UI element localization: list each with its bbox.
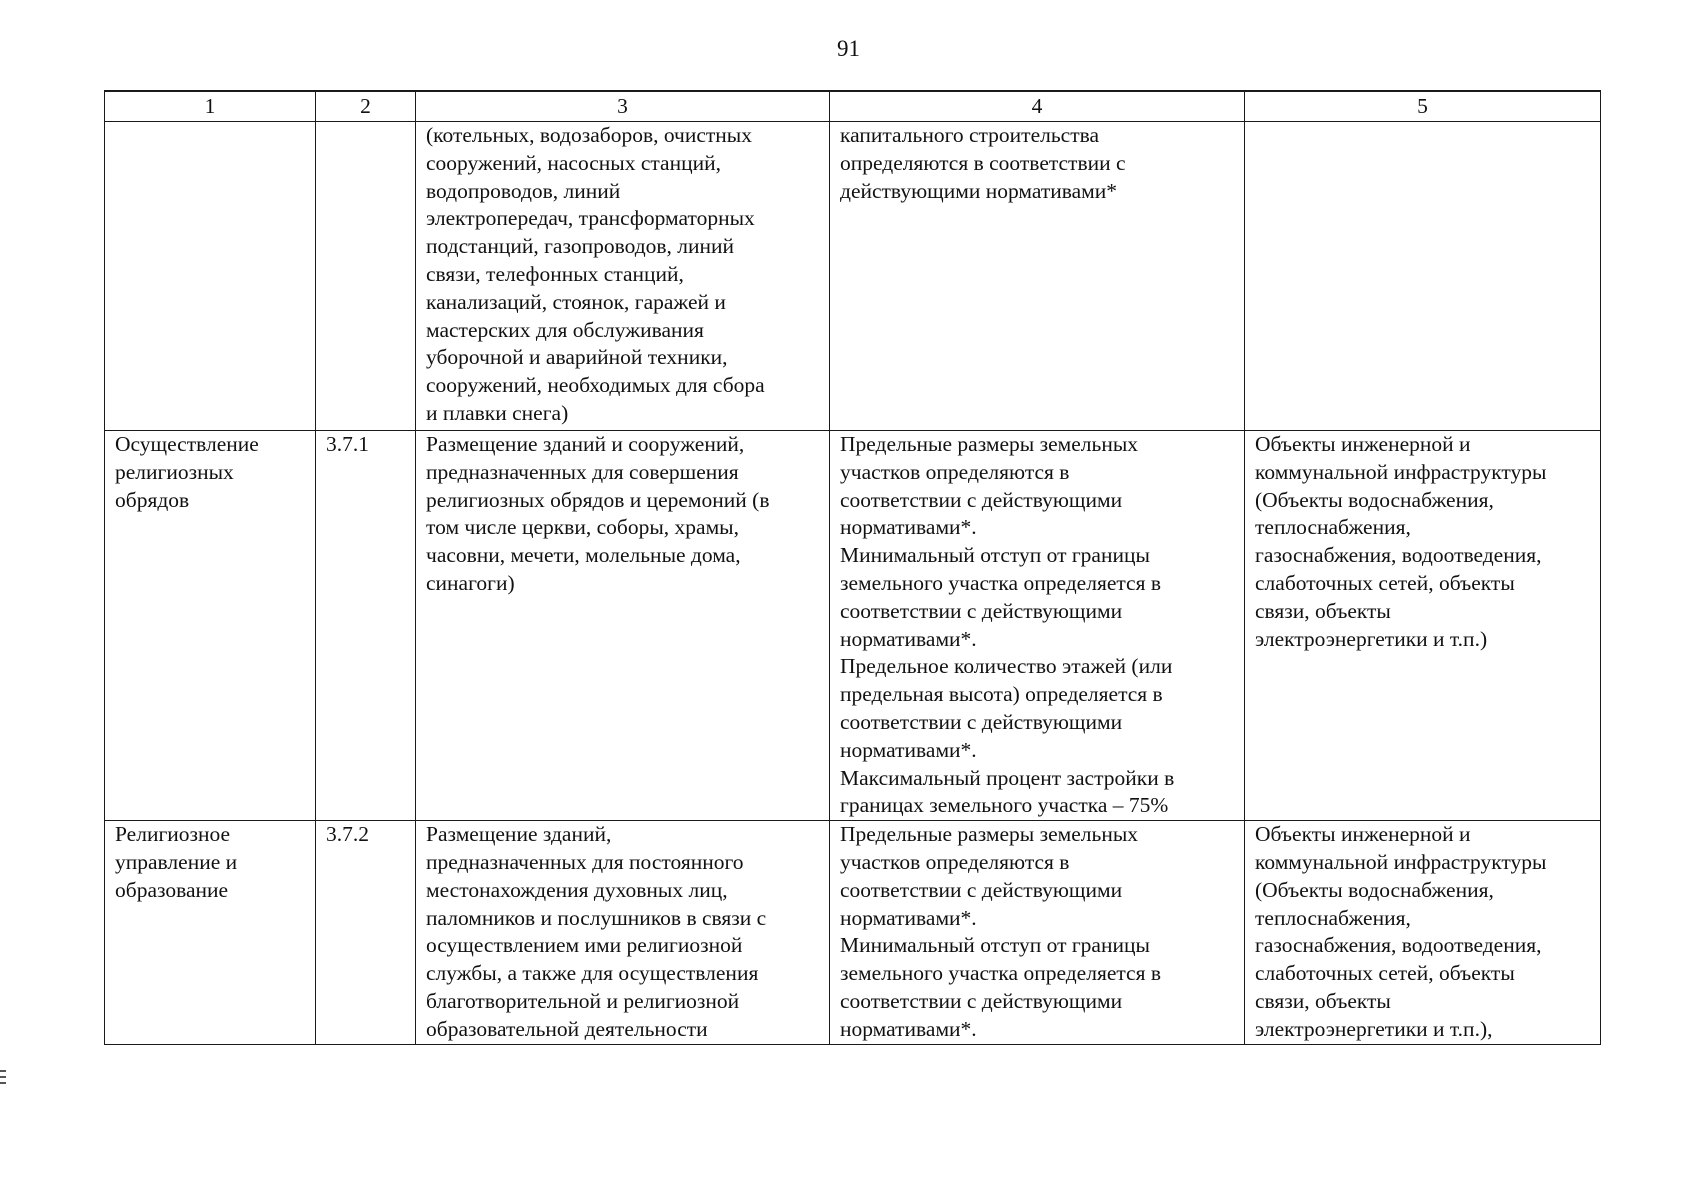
use-type-code: 3.7.1 [316, 431, 416, 821]
column-number-2: 2 [316, 91, 416, 122]
table-row [105, 122, 1601, 431]
use-type-description: Размещение зданий и сооружений, предназначенных для совершения религиозных обрядов и церемоний (в том числе церкви, соборы, храмы, часовни, мечети, молельные дома, синагоги) [416, 431, 830, 821]
table-row [105, 821, 1601, 1044]
column-number-1: 1 [105, 91, 316, 122]
use-type-name: Осуществление религиозных обрядов [105, 431, 316, 821]
use-type-objects: Объекты инженерной и коммунальной инфраструктуры (Объекты водоснабжения, теплоснабжения, газоснабжения, водоотведения, слаботочных сетей, объекты связи, объекты электроэнергетики и т.п.) [1245, 431, 1601, 821]
table-header-row [105, 91, 1601, 122]
use-type-code [316, 122, 416, 431]
use-type-description: Размещение зданий, предназначенных для постоянного местонахождения духовных лиц, паломников и послушников в связи с осуществлением ими религиозной службы, а также для осуществления благотворительной и религиозной образовательной деятельности [416, 821, 830, 1044]
column-number-3: 3 [416, 91, 830, 122]
use-type-name [105, 122, 316, 431]
use-type-parameters: капитального строительства определяются в соответствии с действующими нормативами* [830, 122, 1245, 431]
use-type-name: Религиозное управление и образование [105, 821, 316, 1044]
use-type-code: 3.7.2 [316, 821, 416, 1044]
use-type-objects: Объекты инженерной и коммунальной инфраструктуры (Объекты водоснабжения, теплоснабжения, газоснабжения, водоотведения, слаботочных сетей, объекты связи, объекты электроэнергетики и т.п.), [1245, 821, 1601, 1044]
use-type-description: (котельных, водозаборов, очистных сооружений, насосных станций, водопроводов, линий электропередач, трансформаторных подстанций, газопроводов, линий связи, телефонных станций, канализаций, стоянок, гаражей и мастерских для обслуживания уборочной и аварийной техники, сооружений, необходимых для сбора и плавки снега) [416, 122, 830, 431]
page-number: 91 [837, 36, 860, 61]
use-type-parameters: Предельные размеры земельных участков определяются в соответствии с действующими нормативами*. Минимальный отступ от границы земельного участка определяется в соответствии с действующими нормативами*. [830, 821, 1245, 1044]
scan-margin-marks [0, 1070, 6, 1090]
land-use-table [104, 90, 1601, 1045]
column-number-4: 4 [830, 91, 1245, 122]
table-row [105, 431, 1601, 821]
use-type-objects [1245, 122, 1601, 431]
use-type-parameters: Предельные размеры земельных участков определяются в соответствии с действующими нормативами*. Минимальный отступ от границы земельного участка определяется в соответствии с действующими нормативами*. Предельное количество этажей (или предельная высота) определяется в соответствии с действующими нормативами*. Максимальный процент застройки в границах земельного участка – 75% [830, 431, 1245, 821]
column-number-5: 5 [1245, 91, 1601, 122]
